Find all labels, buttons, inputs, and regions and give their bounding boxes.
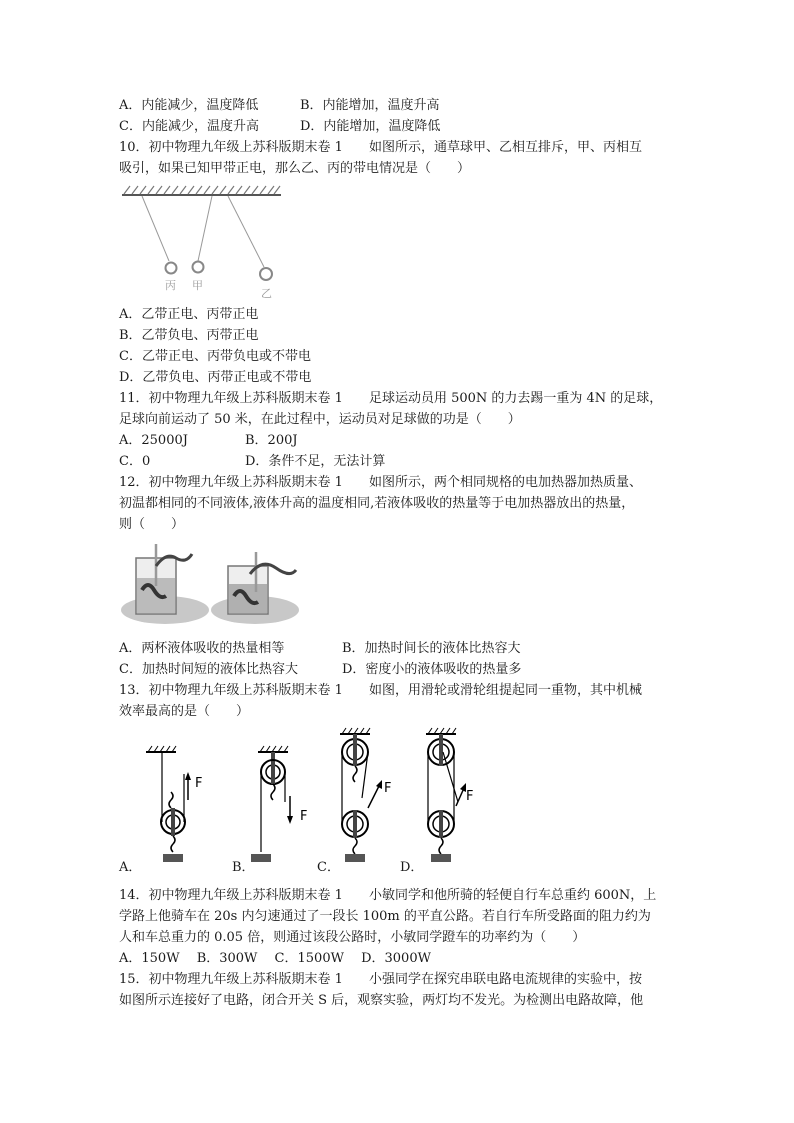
q10-option-a: A．乙带正电、丙带正电 xyxy=(119,307,259,322)
q13-option-c: C． xyxy=(317,860,340,875)
force-label-c: F xyxy=(384,781,392,796)
thread-jia xyxy=(198,196,212,261)
q10-stem-line1: 10．初中物理九年级上苏科版期末卷 1 如图所示，通草球甲、乙相互排斥，甲、丙相互 xyxy=(119,140,642,155)
ball-bing xyxy=(166,263,177,274)
pulley-a xyxy=(146,746,202,862)
label-yi: 乙 xyxy=(261,287,272,300)
q9-option-b: B．内能增加，温度升高 xyxy=(300,98,440,113)
q13-option-d: D． xyxy=(400,860,424,875)
beaker-left xyxy=(121,544,209,624)
q10-option-d: D．乙带负电、丙带正电或不带电 xyxy=(119,370,312,385)
q12-option-c: C．加热时间短的液体比热容大 xyxy=(119,662,298,677)
q13-option-b: B． xyxy=(232,860,255,875)
label-jia: 甲 xyxy=(192,279,203,292)
thread-bing xyxy=(142,196,169,261)
q10-option-c: C．乙带正电、丙带负电或不带电 xyxy=(119,349,311,364)
thread-yi xyxy=(228,196,264,267)
q13-stem-line1: 13．初中物理九年级上苏科版期末卷 1 如图，用滑轮或滑轮组提起同一重物，其中机械 xyxy=(119,683,642,698)
pulley-d xyxy=(426,728,473,862)
q12-option-b: B．加热时间长的液体比热容大 xyxy=(342,641,521,656)
q12-option-d: D．密度小的液体吸收的热量多 xyxy=(342,662,522,677)
q12-figure-beakers xyxy=(120,540,306,632)
q12-stem-line2: 初温都相同的不同液体,液体升高的温度相同,若液体吸收的热量等于电加热器放出的热量， xyxy=(119,496,635,511)
q10-option-b: B．乙带负电、丙带正电 xyxy=(119,328,259,343)
label-bing: 丙 xyxy=(165,279,176,292)
q10-stem-line2: 吸引，如果已知甲带正电，那么乙、丙的带电情况是（ ） xyxy=(119,161,471,176)
q15-stem-line1: 15．初中物理九年级上苏科版期末卷 1 小强同学在探究串联电路电流规律的实验中，按 xyxy=(119,972,642,987)
q11-option-c: C．0 xyxy=(119,454,151,469)
q11-stem-line2: 足球向前运动了 50 米，在此过程中，运动员对足球做的功是（ ） xyxy=(119,412,521,427)
q15-stem-line2: 如图所示连接好了电路，闭合开关 S 后，观察实验，两灯均不发光。为检测出电路故障，他 xyxy=(119,993,644,1008)
pulley-b xyxy=(251,746,307,862)
q14-stem-line2: 学路上他骑车在 20s 内匀速通过了一段长 100m 的平直公路。若自行车所受路面的阻力约为 xyxy=(119,909,651,924)
force-label-b: F xyxy=(300,809,308,824)
q10-figure-pith-balls xyxy=(118,183,284,301)
q12-stem-line1: 12．初中物理九年级上苏科版期末卷 1 如图所示，两个相同规格的电加热器加热质量、 xyxy=(119,475,642,490)
beaker-right xyxy=(211,552,299,624)
q9-option-d: D．内能增加，温度降低 xyxy=(300,119,441,134)
q11-option-d: D．条件不足，无法计算 xyxy=(245,454,386,469)
q9-option-c: C．内能减少，温度升高 xyxy=(119,119,259,134)
q13-stem-line2: 效率最高的是（ ） xyxy=(119,704,250,719)
q12-stem-line3: 则（ ） xyxy=(119,517,185,532)
force-label-a: F xyxy=(195,776,203,791)
q14-stem-line3: 人和车总重力的 0.05 倍，则通过该段公路时，小敏同学蹬车的功率约为（ ） xyxy=(119,930,586,945)
q13-option-a: A． xyxy=(119,860,142,875)
ball-yi xyxy=(260,268,272,280)
ball-jia xyxy=(193,262,204,273)
q11-option-b: B．200J xyxy=(245,433,298,448)
force-label-d: F xyxy=(466,789,474,804)
q9-option-a: A．内能减少，温度降低 xyxy=(119,98,259,113)
q13-figure-pulleys xyxy=(140,726,480,874)
ceiling-hatch xyxy=(122,186,281,195)
q11-stem-line1: 11．初中物理九年级上苏科版期末卷 1 足球运动员用 500N 的力去踢一重为 4N 的足球， xyxy=(119,391,663,406)
q14-stem-line1: 14．初中物理九年级上苏科版期末卷 1 小敏同学和他所骑的轻便自行车总重约 600N，上 xyxy=(119,888,657,903)
pulley-c xyxy=(340,728,391,862)
q11-option-a: A．25000J xyxy=(119,433,188,448)
q14-options: A．150W B．300W C．1500W D．3000W xyxy=(119,951,431,966)
q12-option-a: A．两杯液体吸收的热量相等 xyxy=(119,641,285,656)
